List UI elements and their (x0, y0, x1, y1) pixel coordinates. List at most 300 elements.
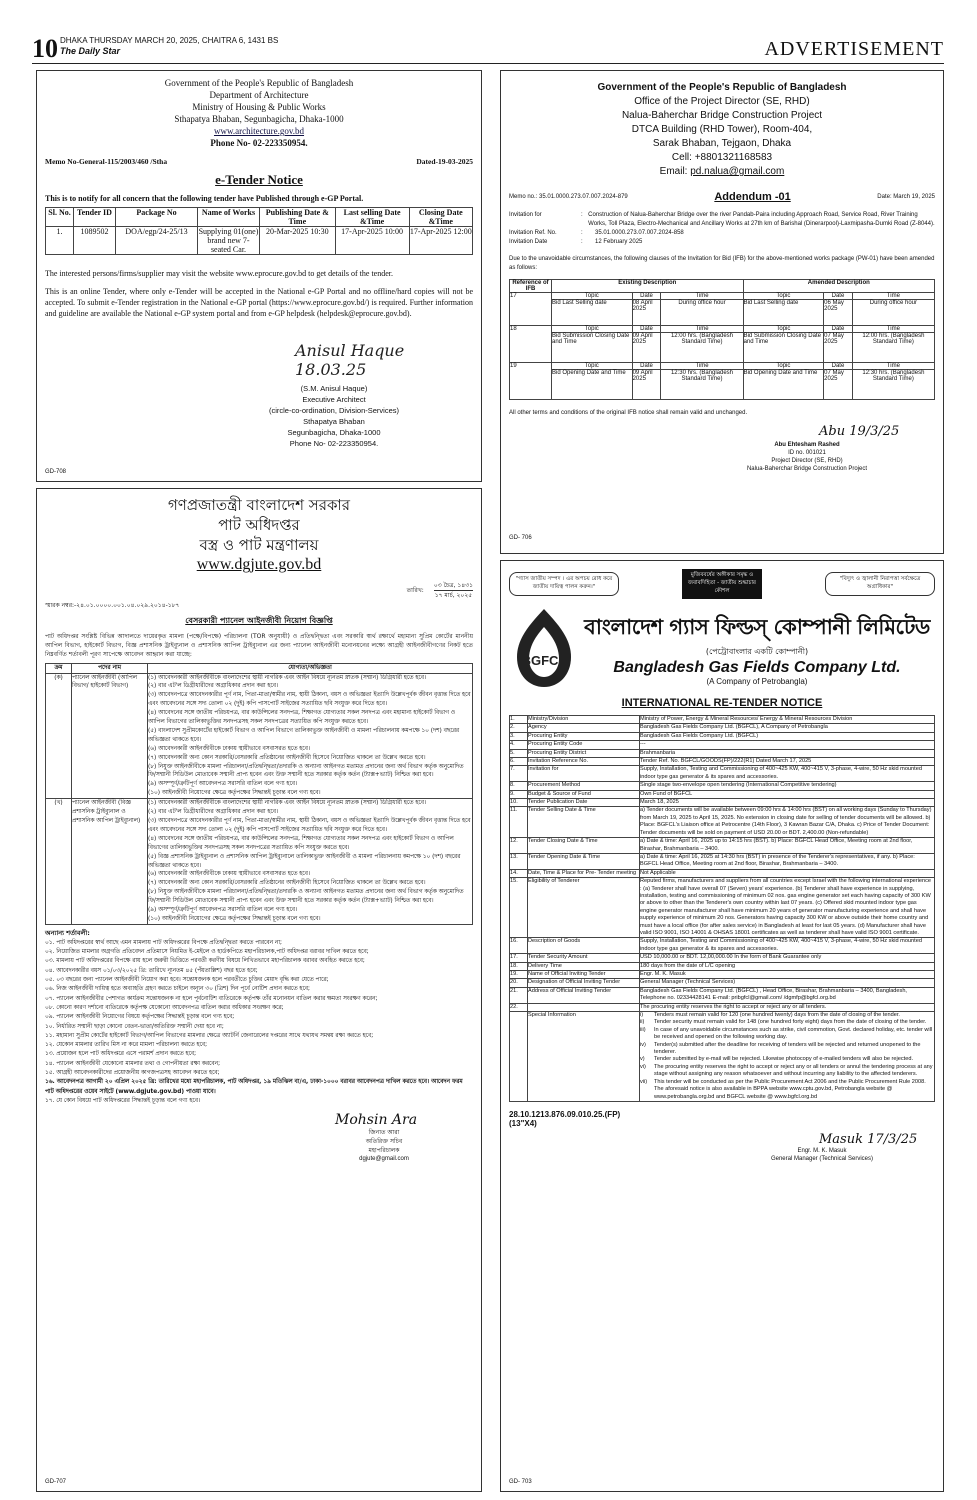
row-number: 4. (510, 741, 528, 749)
list-item: ০৬. নিজ আইনজীবী দায়িত্ব হতে অব্যাহতি গ্রহণ করতে চাইলে অন্যূন ৩০ (ত্রিশ) দিন পূর্বে নোটিশ প্রদান করতে হবে; (45, 986, 310, 993)
list-item: (৬) আবেদনকারী আইনজীবীকে ঢাকায় স্থায়ীভাবে বসবাসরত হতে হবে। (148, 745, 310, 752)
slogan: মুজিববর্ষের অঙ্গীকার সমৃদ্ধ ও জবাবদিহিতা - জাতীয় শুদ্ধাচার কৌশল (682, 569, 762, 599)
table-row (510, 749, 935, 757)
item-number: ii) (640, 1019, 645, 1026)
ad3-header-line: পাট অধিদপ্তর (218, 516, 300, 534)
ad1-header-line: Government of the People's Republic of Bangladesh (164, 78, 354, 88)
section-title: ADVERTISEMENT (764, 38, 944, 60)
row-number: 8. (510, 782, 528, 790)
row-label: Address of Official Inviting Tender (528, 987, 640, 1003)
table-row (510, 724, 935, 732)
sub-header: Time (661, 293, 743, 300)
row-label: Budget & Source of Fund (528, 790, 640, 798)
ad1-signature: Anisul Haque 18.03.25 (295, 341, 405, 379)
th-qualification: যোগ্যতা/অভিজ্ঞতা (148, 663, 473, 673)
row-number: 9. (510, 790, 528, 798)
signatory-line: Phone No- 02-223350954. (289, 439, 379, 448)
th-tender-id: Tender ID (74, 208, 116, 227)
th-post: পদের নাম (72, 663, 148, 673)
ref-cell: 17 (510, 293, 552, 326)
item-text: In case of any unavoidable circumstances such as strike, civil commotion, Govt. declared holiday, etc. tender will be received and opened on the following working day. (654, 1026, 933, 1041)
th-selling: Last selling Date &Time (335, 208, 409, 227)
ad1-para2: This is an online Tender, where only e-Tender will be accepted in the National e-GP Portal and no offline/hard copies will not be accepted. To submit e-Tender registration in the National e-GP portal (https://www.eprocure.gov.bd/) is required. Further information and guideline are available the National e-GP system portal and from e-GP helpdesk (helpdesk@eprocure.gov.bd). (45, 287, 473, 318)
ad2-header (509, 81, 935, 179)
info-value: 12 February 2025 (595, 239, 643, 245)
ad-architecture (36, 70, 482, 482)
row-number: 15. (510, 878, 528, 938)
ad-jute-department (36, 488, 482, 1492)
paper-logo: The Daily Star (60, 46, 121, 56)
table-row (510, 807, 935, 838)
cell: 1089502 (74, 227, 116, 255)
masthead (32, 34, 944, 64)
date-en: ১৭ মার্চ, ২০২৫ (434, 592, 473, 599)
ad1-tender-table (45, 207, 473, 255)
ad-rhd-addendum (500, 70, 944, 554)
ad2-header-line: Nalua-Baherchar Bridge Construction Project (621, 110, 823, 121)
cell: Bid Submission Closing Date and Time (552, 333, 633, 363)
ad4-slogans (509, 569, 935, 599)
row-label: Agency (528, 724, 640, 732)
row-value: a) Tender documents will be available between 09:00 hrs & 14:00 hrs (BST) on all working days (Sunday to Thursday) from March 19, 2025 to April 15, 2025. No extension in closing date for selling of tender documents will be allowed. b) Place: BGFCL's Liaison office at Petrocentre (14th Floor), 3 Kawran Bazar C/A, Dhaka. c) Price of Tender Document: Tender documents will be sold on payment of USD 20.00 or BDT. 2,400.00 (Non-refundable) (640, 807, 935, 838)
email-label: Email: (659, 166, 691, 177)
table-row (46, 799, 473, 925)
ad1-gd-code: GD-708 (45, 469, 67, 475)
logo-text: BGFCL (521, 653, 567, 668)
list-item: ১৪. প্যানেল আইনজীবী যেকোনো মামলার তথ্য ও গোপনীয়তা রক্ষা করবেন; (45, 1060, 221, 1067)
ad3-signatory (295, 1128, 473, 1164)
cell: Bid Opening Date and Time (552, 370, 633, 400)
list-item (640, 1042, 934, 1057)
row-number: 1. (510, 716, 528, 724)
row-number: 11. (510, 807, 528, 838)
table-row (46, 227, 473, 255)
list-item: ০৭. প্যানেল আইনজীবীর পেশাগত কার্যক্রম সন্তোষজনক না হলে পূর্বনোটিশ ব্যতিরেকে কর্তৃপক্ষ তাঁর মনোনয়ন বাতিল করার ক্ষমতা সংরক্ষণ করেন; (45, 995, 378, 1002)
company-subtitle-en: (A Company of Petrobangla) (706, 676, 808, 686)
sub-header: Topic (552, 363, 633, 370)
row-label: Tender Opening Date & Time (528, 853, 640, 869)
list-item: ০৯. প্যানেল আইনজীবী নিয়োগের বিষয়ে কর্তৃপক্ষের সিদ্ধান্তই চূড়ান্ত বলে গণ্য হবে; (45, 1014, 235, 1021)
cell: 09 April 2025 (632, 370, 661, 400)
table-row (510, 869, 935, 877)
row-number: 17. (510, 954, 528, 962)
ad3-conditions (45, 939, 473, 1106)
ad2-header-line: Office of the Project Director (SE, RHD) (634, 96, 810, 107)
ad3-conditions-title: অন্যান্য শর্তাবলী: (45, 928, 90, 937)
row-label: Procuring Entity (528, 732, 640, 740)
list-item: (৯) অসম্পূর্ণ/ত্রুটিপূর্ণ আবেদনপত্র সরাসরি বাতিল বলে গণ্য হবে। (148, 781, 298, 788)
signatory-line: Executive Architect (302, 395, 366, 404)
item-number: i) (640, 1012, 644, 1019)
signatory-line: মহাপরিচালক (368, 1147, 400, 1155)
list-item: (২) বার এট'ল ডিগ্রীধারীদের অগ্রাধিকার প্রদান করা হবে। (148, 809, 279, 816)
list-item: (৫) বিজ্ঞ প্রশাসনিক ট্রাইব্যুনাল ও প্রশাসনিক আপিল ট্রাইব্যুনালে তালিকাভুক্ত আইনজীবী ও মামলা পরিচালনায় কমপক্ষে ১০ (দশ) বছরের অভিজ্ঞতা থাকতে হবে। (148, 853, 461, 869)
row-label: Name of Official Inviting Tender (528, 971, 640, 979)
row-label: Date, Time & Place for Pre- Tender meeting (528, 869, 640, 877)
row-label: Eligibility of Tenderer (528, 878, 640, 938)
ad1-memo: Memo No-General-115/2003/460 /Stha (45, 157, 168, 166)
ad3-gd-code: GD-707 (45, 1479, 67, 1485)
ad1-para1: The interested persons/firms/supplier may visit the website www.eprocure.gov.bd to get details of the tender. (45, 269, 393, 278)
item-text: The procuring entity reserves the right to accept or reject any or all tenders or annul the tendering process at any stage without assigning any reason whatsoever and without incurring any liability to the affected tenderers. (654, 1063, 933, 1078)
ad3-signature: Mohsin Ara (335, 1112, 418, 1129)
item-text: Tender submitted by e-mail will be rejected. Likewise photocopy of e-mailed tenders will also be rejected. (654, 1056, 913, 1063)
row-label: Description of Goods (528, 938, 640, 954)
cell: Bid Submission Closing Date and Time (743, 333, 824, 363)
th-sl: Sl. No. (46, 208, 74, 227)
ad2-info-row: Invitation Date : 12 February 2025 (509, 239, 643, 245)
row-number: 22. (510, 1003, 528, 1011)
company-subtitle-bn: (পেট্রোবাংলার একটি কোম্পানী) (705, 646, 809, 656)
row-label: Tender Selling Date & Time (528, 807, 640, 838)
row-value: a) Date & time: April 16, 2025 at 14:30 hrs (BST) in presence of the Tenderer's representatives, if any. b) Place: BGFCL Head Office, Meeting room at 2nd floor, Birashar, Brahmanbaria – 3400. (640, 853, 935, 869)
special-info-label: Special Information (528, 1012, 640, 1102)
special-info-list (640, 1012, 935, 1102)
row-label: Ministry/Division (528, 716, 640, 724)
sub-header: Topic (552, 293, 633, 300)
list-item: ০৫. ০৩ বছরের জন্য প্যানেল আইনজীবী নিয়োগ করা হবে। সন্তোষজনক হলে পরবর্তীতে চুক্তির মেয়াদ বৃদ্ধি করা যেতে পারে; (45, 977, 329, 984)
list-item: ০৩. মামলায় পাট অধিদপ্তরের বিপক্ষে রায় হলে জরুরী ভিত্তিতে পরবর্তী করণীয় বিষয়ে লিখিতভাবে মহাপরিচালক বরাবর অবহিত করতে হবে; (45, 958, 365, 965)
row-value: Supply, Installation, Testing and Commissioning of 400~425 KW, 400~415 V, 3-phase, 4-wire, 50 Hz skid mounted indoor type gas generator & its spares and accessories. (640, 766, 935, 782)
date-values (434, 581, 473, 600)
cell: 07 May 2025 (824, 370, 853, 400)
signatory-email: dgjute@gmail.com (359, 1156, 409, 1163)
th-sl: ক্রম (46, 663, 72, 673)
signatory-line: (circle-co-ordination, Division-Services) (268, 406, 400, 415)
ad1-header (45, 77, 473, 149)
ad3-date-block (45, 581, 473, 600)
list-item: (৭) আবেদনকারী অন্য কোন সরকারি/বেসরকারি প্রতিষ্ঠানের আইনজীবী হিসেবে নিয়োজিত থাকলে তা উল্লেখ করতে হবে। (148, 754, 426, 761)
cell: During office hour (661, 300, 743, 326)
ad4-gd-code: GD- 703 (509, 1479, 532, 1485)
slogan: "বিদ্যুৎ ও জ্বালানী নিরাপত্তা সর্বক্ষেত্রে অগ্রাধিকার" (825, 572, 935, 596)
list-item: (৪) আবেদনের সঙ্গে জাতীয় পরিচয়পত্র, বার কাউন্সিলের সনদপত্র, শিক্ষাগত যোগ্যতার সকল সনদপত্র এবং মহামান্য হাইকোর্ট বিভাগ ও আপিল বিভাগের তালিকাভুক্তির সনদপত্রসহ সকল সনদপত্রের সত্যায়িত কপি সংযুক্ত করতে হবে। (148, 710, 455, 726)
ad1-website-link[interactable]: www.architecture.gov.bd (213, 126, 305, 136)
th-ref: Reference of IFB (510, 280, 552, 293)
ref-cell: 18 (510, 326, 552, 363)
row-label: Tender Closing Date & Time (528, 838, 640, 854)
item-number: iii) (640, 1026, 646, 1033)
table-header-row (46, 208, 473, 227)
cell: 17-Apr-2025 12:00 (409, 227, 472, 255)
row-label: Procuring Entity District (528, 749, 640, 757)
cell: Bid Last Selling date (552, 300, 633, 326)
ad2-header-line: Government of the People's Republic of Bangladesh (597, 82, 847, 93)
table-row (510, 732, 935, 740)
table-row (510, 766, 935, 782)
ad4-signatory (709, 1147, 935, 1163)
table-row (46, 673, 473, 799)
row-label: Invitation for (528, 766, 640, 782)
company-name-en: Bangladesh Gas Fields Company Ltd. (613, 658, 901, 676)
sub-header: Date (632, 326, 661, 333)
list-item: (৭) আবেদনকারী অন্য কোন সরকারি/বেসরকারি প্রতিষ্ঠানের আইনজীবী হিসেবে নিয়োজিত থাকলে তা উল্লেখ করতে হবে। (148, 880, 426, 887)
row-label: Invitation Reference No. (528, 758, 640, 766)
ad2-memo-row (509, 191, 935, 203)
ad2-info (509, 211, 935, 247)
th-package: Package No (116, 208, 198, 227)
cell: Supplying 01(one) brand new 7- seated Car. (198, 227, 259, 254)
row-label: Tender Publication Date (528, 799, 640, 807)
row-number: 19. (510, 971, 528, 979)
cell: 20-Mar-2025 10:30 (260, 227, 336, 255)
row-number: 7. (510, 766, 528, 782)
ad4-company-header (509, 605, 935, 691)
list-item: ১৩. প্রয়োজন হলে পাট অধিদপ্তরে এসে পরামর্শ প্রদান করতে হবে; (45, 1051, 197, 1058)
ad1-phone: Phone No- 02-223350954. (210, 138, 308, 148)
item-text: The aforesaid notice is also available in BPPA website www.cptu.gov.bd, Petrobangla website @ www.petrobangla.org.bd and BGFCL website @ www.bgfcl.org.bd (654, 1086, 893, 1100)
row-number: 3. (510, 732, 528, 740)
list-item: (৮) নিযুক্ত আইনজীবীকে মামলা পরিচালনা/প্রতিদ্বন্দ্বিতা/তদারকি ও অন্যান্য আইনগত মতামত প্রদানের জন্য অর্থ বিভাগ কর্তৃক অনুমোদিত ফি/সম্মানী সিডিউল মোতাবেক সম্মানী প্রাপ্য হবেন এবং উক্ত সম্মানী হতে সরকার কর্তৃক কর্তন (ট্যাক্স+ভ্যাট) নিশ্চিত করা হবে। (148, 763, 464, 779)
masthead-info (60, 36, 278, 56)
ad2-header-line: DTCA Building (RHD Tower), Room-404, (631, 124, 813, 135)
row-number: 18. (510, 962, 528, 970)
ad2-date: Date: March 19, 2025 (877, 194, 935, 200)
ad2-email-line (509, 165, 935, 179)
ad1-dated: Dated-19-03-2025 (416, 157, 473, 166)
item-number (640, 1086, 654, 1101)
row-number: 2. (510, 724, 528, 732)
signatory-line: General Manager (Technical Services) (770, 1155, 874, 1162)
row-number: 6. (510, 758, 528, 766)
cell: 17-Apr-2025 10:00 (335, 227, 409, 255)
row-value: Own Fund of BGFCL (640, 790, 935, 798)
list-item: ১১. মহামান্য সুপ্রীম কোর্টের হাইকোর্ট বিভাগ/আপিল বিভাগের মামলার ক্ষেত্রে অ্যাটর্নি জেনারেলের দপ্তরের সাথে যথাযথ সমন্বয় রক্ষা করতে হবে; (45, 1032, 374, 1039)
row-value: Supply, Installation, Testing and Commissioning of 400~425 KW, 400~415 V, 3-phase, 4-wire, 50 Hz skid mounted indoor type gas generator & its spares and accessories. (640, 938, 935, 954)
row-value: USD 10,000.00 or BDT. 12,00,000.00 In the form of Bank Guarantee only (640, 954, 935, 962)
list-item: (৫) বাংলাদেশ সুপ্রীমকোর্টের হাইকোর্ট বিভাগ ও আপিল বিভাগে তালিকাভুক্ত আইনজীবী ও মামলা পরিচালনায় কমপক্ষে ১০ (দশ) বছরের অভিজ্ঞতা থাকতে হবে। (148, 727, 460, 743)
row-label: Designation of Official Inviting Tender (528, 979, 640, 987)
th-closing: Closing Date &Time (409, 208, 472, 227)
item-text: Tender(s) submitted after the deadline for receiving of tenders will be rejected and returned unopened to the tenderer. (654, 1041, 921, 1056)
bgfcl-logo-icon (509, 605, 579, 691)
sub-header: Topic (743, 326, 824, 333)
info-value: 35.01.0000.273.07.007.2024-858 (595, 230, 684, 236)
row-value: Not Applicable (640, 869, 935, 877)
list-item: (৪) আবেদনের সঙ্গে জাতীয় পরিচয়পত্র, বার কাউন্সিলের সনদপত্র, শিক্ষাগত যোগ্যতার সকল সনদপত্র এবং হাইকোর্ট বিভাগ ও আপিল বিভাগের তালিকাভুক্তির সনদপত্রসহ সকল সনদপত্রের সত্যায়িত কপি সংযুক্ত করতে হবে। (148, 835, 454, 851)
qualification-list (148, 673, 473, 799)
signatory-name: Engr. M. K. Masuk (797, 1147, 847, 1154)
table-row (510, 878, 935, 938)
list-item: ১০. নির্ধারিত সম্মানী ছাড়া কোনো বেতন-ভাতা/অতিরিক্ত সম্মানী দেয়া হবে না; (45, 1023, 224, 1030)
list-item (640, 1064, 934, 1079)
date-bn: ০৩ চৈত্র, ১৪৩১ (433, 582, 473, 589)
list-item (640, 1086, 934, 1101)
row-value: Single stage two-envelope open tendering (International Competitive tendering) (640, 782, 935, 790)
slogan: "গ্যাস জাতীয় সম্পদ । এর অপচয় রোধ করে জাতীয় দায়িত্ব পালন করুন।" (509, 572, 619, 596)
list-item: (১) আবেদনকারী আইনজীবীকে বাংলাদেশের স্থায়ী নাগরিক এবং আইন বিষয়ে ন্যূনতম স্নাতক (সম্মান) ডিগ্রিধারী হতে হবে। (148, 800, 427, 807)
list-item: (৩) আবেদনপত্রে আবেদনকারীর পূর্ণ নাম, পিতা-মাতা/স্বামীর নাম, স্থায়ী ঠিকানা, বয়স ও অভিজ্ঞতা ইত্যাদি উল্লেখপূর্বক জীবন বৃত্তান্ত দিতে হবে এবং আবেদনের সঙ্গে সদ্য তোলা ০২ (দুই) কপি পাসপোর্ট সাইজের সত্যায়িত ছবি সংযুক্ত করে দিতে হবে। (148, 818, 471, 833)
cell: 06 May 2025 (824, 300, 853, 326)
ad1-header-line: Department of Architecture (209, 90, 309, 100)
company-name-block (579, 611, 935, 686)
th-existing: Existing Description (552, 280, 744, 293)
table-row (510, 838, 935, 854)
cell: 09 April 2025 (632, 333, 661, 363)
row-value: 180 days from the date of L/C opening (640, 962, 935, 970)
sub-header: Date (632, 293, 661, 300)
row-label: Delivery Time (528, 962, 640, 970)
ad4-ref-code: 28.10.1213.876.09.010.25.(FP) (509, 1109, 621, 1119)
list-item: (৬) আবেদনকারী আইনজীবীকে ঢাকায় স্থায়ীভাবে বসবাসরত হতে হবে। (148, 871, 310, 878)
ad2-title: Addendum -01 (714, 191, 791, 203)
item-text: Tenders must remain valid for 120 (one hundred twenty) days from the date of closing of the tender. (654, 1012, 900, 1019)
ad2-signatory (679, 441, 935, 473)
table-row (510, 954, 935, 962)
table-row (510, 758, 935, 766)
info-value: Construction of Nalua-Baherchar Bridge over the river Pandab-Paira including Approach Road, Service Road, River Training Works, Toll Plaza, Electro-Mechanical and Ancillary Works at 27th km of Barishal (Dinerarpool)-Laxmipasha-Dumki Road (Z-8044). (588, 212, 935, 227)
cell: 07 May 2025 (824, 333, 853, 363)
sub-header: Topic (743, 293, 824, 300)
table-row (510, 333, 935, 363)
list-item: ০২. নিয়োজিত মামলার অগ্রগতি প্রতিবেদন প্রতিমাসে নিয়মিত ই-মেইলে ও হার্ডকপিতে মহাপরিচালক,পাট অধিদপ্তর বরাবর দাখিল করতে হবে; (45, 949, 369, 956)
item-number: v) (640, 1056, 645, 1063)
list-item: (১) আবেদনকারী আইনজীবীকে বাংলাদেশের স্থায়ী নাগরিক এবং আইন বিষয়ে ন্যূনতম স্নাতক (সম্মান) ডিগ্রিধারী হতে হবে। (148, 674, 427, 681)
th-amended: Amended Description (743, 280, 934, 293)
list-item (640, 1012, 934, 1019)
ad3-intro: পাট অধিদপ্তর সংশ্লিষ্ট বিভিন্ন আদালতে দায়েরকৃত মামলা (পক্ষে/বিপক্ষে) পরিচালনা (TOR অনুযায়ী) ও প্রতিদ্বন্দ্বিতা এবং সরকারি স্বার্থ রক্ষার্থে মহামান্য সুপ্রিম কোর্টের মাননীয় আপিল বিভাগ, হাইকোর্ট বিভাগ, বিজ্ঞ প্রশাসনিক ট্রাইব্যুনাল ও প্রশাসনিক আপিল ট্রাইব্যুনাল এর জন্য প্যানেল আইনজীবী মনোনয়নের লক্ষ্যে আগ্রহী আইনজীবীগণের নিকট হতে নিম্নবর্ণিত শর্তাবলী পূরণ সাপেক্ষে আবেদন আহ্বান করা যাচ্ছে: (45, 633, 473, 659)
ad2-memo: Memo no.: 35.01.0000.273.07.007.2024-879 (509, 194, 628, 200)
row-label (528, 1003, 640, 1011)
cell: প্যানেল আইনজীবী (বিজ্ঞ প্রশাসনিক ট্রাইব্যুনাল ও প্রশাসনিক আপিল ট্রাইব্যুনাল) (72, 799, 148, 925)
row-value: General Manager (Technical Services) (640, 979, 935, 987)
signatory-line: Sthapatya Bhaban (303, 417, 365, 426)
row-value: a) Date & time: April 16, 2025 up to 14:15 hrs (BST). b) Place: BGFCL Head Office, Meeting room at 2nd floor, Birashar, Brahmanbaria – 3400. (640, 838, 935, 854)
sub-header: Date (824, 363, 853, 370)
list-item (640, 1056, 934, 1063)
sub-header: Time (661, 363, 743, 370)
sub-header: Time (852, 326, 934, 333)
cell: 12:00 hrs. (Bangladesh Standard Time) (852, 333, 934, 363)
cell: (ক) (46, 673, 72, 799)
cell: During office hour (852, 300, 934, 326)
company-name-bn: বাংলাদেশ গ্যাস ফিল্ডস্ কোম্পানী লিমিটেড (584, 614, 930, 639)
row-value: Tender Ref. No. BGFCL/GOODS(FP)/222(R1) Dated March 17, 2025 (640, 758, 935, 766)
list-item: ১২. যেকোন মামলার তারিখ মিস না করে মামলা পরিচালনা করতে হবে; (45, 1042, 208, 1049)
row-value: Engr. M. K. Masuk (640, 971, 935, 979)
cell: Bid Last Selling date (743, 300, 824, 326)
table-row (510, 716, 935, 724)
ad2-gd-code: GD- 706 (509, 535, 532, 541)
cell: 12:30 hrs. (Bangladesh Standard Time) (852, 370, 934, 400)
ad4-title: INTERNATIONAL RE-TENDER NOTICE (621, 697, 823, 709)
sub-header: Date (824, 326, 853, 333)
ad3-title: বেসরকারী প্যানেল আইনজীবী নিয়োগ বিজ্ঞপ্তি (185, 616, 333, 625)
ad1-header-line: Sthapatya Bhaban, Segunbagicha, Dhaka-1000 (174, 114, 344, 124)
cell: DOA/egp/24-25/13 (116, 227, 198, 255)
row-value: Bangladesh Gas Fields Company Ltd. (BGFCL), A Company of Petrobangla (640, 724, 935, 732)
date-line: DHAKA THURSDAY MARCH 20, 2025, CHAITRA 6, 1431 BS (60, 36, 279, 45)
qualification-list (148, 799, 473, 925)
ad2-intro: Due to the unavoidable circumstances, the following clauses of the Invitation for Bid (IFB) for the above-mentioned works package (PW-01) have been amended as follows: (509, 256, 935, 271)
ad1-intro: This is to notify for all concern that the following tender have Published through e-GP Portal. (45, 194, 364, 203)
ad3-website-link[interactable]: www.dgjute.gov.bd (196, 556, 322, 573)
row-value: Bangladesh Gas Fields Company Ltd. (BGFCL) (640, 732, 935, 740)
row-number: 14. (510, 869, 528, 877)
row-value: Ministry of Power, Energy & Mineral Resources/ Energy & Mineral Resources Division (640, 716, 935, 724)
row-label: Procuring Entity Code (528, 741, 640, 749)
list-item: (৯) অসম্পূর্ণ/ত্রুটিপূর্ণ আবেদনপত্র সরাসরি বাতিল বলে গণ্য হবে। (148, 907, 298, 914)
list-item (640, 1027, 934, 1042)
row-label: Procurement Method (528, 782, 640, 790)
list-item: ১৫. আগ্রহী আবেদনকারীদের প্রয়োজনীয় কাগজপত্রসহ আবেদন করতে হবে; (45, 1070, 220, 1077)
ad3-header-line: বস্ত্র ও পাট মন্ত্রণালয় (199, 536, 319, 554)
table-row (510, 938, 935, 954)
table-row (510, 971, 935, 979)
th-works: Name of Works (198, 208, 260, 227)
sub-header: Topic (743, 363, 824, 370)
ad4-signature: Masuk 17/3/25 (819, 1131, 918, 1147)
table-row (510, 370, 935, 400)
signatory-line: Nalua-Baherchar Bridge Construction Project (746, 466, 868, 472)
list-item: ০৮. কোনো কারণ দর্শানো ব্যতিরেকে কর্তৃপক্ষ যেকোনো আবেদনপত্র বাতিল করার অধিকার সংরক্ষণ করে; (45, 1004, 284, 1011)
row-number: 16. (510, 938, 528, 954)
ad3-header (45, 495, 473, 575)
row-number: 5. (510, 749, 528, 757)
table-row (510, 979, 935, 987)
row-number: 13. (510, 853, 528, 869)
signatory-name: Abu Ehtesham Rashed (774, 442, 840, 448)
item-number: vii) (640, 1078, 648, 1085)
ad1-header-line: Ministry of Housing & Public Works (192, 102, 326, 112)
sub-header: Time (661, 326, 743, 333)
signatory-line: Segunbagicha, Dhaka-1000 (287, 428, 381, 437)
info-label: Invitation for (509, 212, 542, 218)
sub-header: Date (632, 363, 661, 370)
item-text: Tender security must remain valid for 148 (one hundred forty eight) days from the date of closing of the tender. (654, 1019, 927, 1026)
table-row (510, 1003, 935, 1011)
ad2-info-row: Invitation Ref. No. : 35.01.0000.273.07.007.2024-858 (509, 230, 684, 236)
ad3-eligibility-table (45, 663, 473, 925)
table-row (510, 962, 935, 970)
sub-header: Date (824, 293, 853, 300)
signatory-name: জিনাত আরা (368, 1129, 400, 1137)
table-row (510, 790, 935, 798)
item-number: iv) (640, 1041, 646, 1048)
ad4-size: (13"X4) (509, 1118, 537, 1128)
cell: প্যানেল আইনজীবী (আপিল বিভাগ/ হাইকোর্ট বিভাগ) (72, 673, 148, 799)
ad1-memo-row (45, 157, 473, 166)
row-number: 20. (510, 979, 528, 987)
ad2-info-row: Invitation for : Construction of Nalua-Baherchar Bridge over the river Pandab-Paira including Approach Road, Service Road, River Training Works, Toll Plaza, Electro-Mechanical and Ancillary Works at 27th km of Barishal (Dinerarpool)-Laxmipasha-Dumki Road (Z-8044). (509, 212, 935, 227)
list-item: (১০) আইনজীবী নিয়োগের ক্ষেত্রে কর্তৃপক্ষের সিদ্ধান্তই চূড়ান্ত বলে গণ্য হবে। (148, 915, 321, 922)
signatory-name: (S.M. Anisul Haque) (300, 384, 368, 393)
signatory-line: ID no. 001021 (788, 450, 826, 456)
list-item: (৩) আবেদনপত্রে আবেদনকারীর পূর্ণ নাম, পিতা-মাতা/স্বামীর নাম, স্থায়ী ঠিকানা, বয়স ও অভিজ্ঞতা ইত্যাদি উল্লেখপূর্বক জীবন বৃত্তান্ত দিতে হবে এবং আবেদনের সঙ্গে সদ্য তোলা ০২ (দুই) কপি পাসপোর্ট সাইজের সত্যায়িত ছবি সংযুক্ত করে দিতে হবে। (148, 692, 471, 708)
row-number: 10. (510, 799, 528, 807)
item-number: vi) (640, 1063, 646, 1070)
signatory-line: Project Director (SE, RHD) (771, 458, 843, 464)
list-item (640, 1079, 934, 1086)
list-item (640, 1019, 934, 1026)
cell: 12:00 hrs. (Bangladesh Standard Time) (661, 333, 743, 363)
cell: 1. (46, 227, 74, 255)
info-label: Invitation Ref. No. (509, 230, 557, 236)
row-number: 12. (510, 838, 528, 854)
list-item: ১৭. যে কোন বিষয়ে পাট অধিদপ্তরের সিদ্ধান্তই চূড়ান্ত বলে গণ্য হবে। (45, 1097, 200, 1104)
ad2-email-link[interactable]: pd.nalua@gmail.com (690, 166, 785, 177)
table-row (510, 741, 935, 749)
list-item: ০৪. আবেদনকারীর বয়স ০১/০৩/২০২৫ খ্রি: তারিখে ন্যূনতম ৪৫ (পঁয়তাল্লিশ) বছর হতে হবে; (45, 967, 258, 974)
special-info-row (510, 1012, 935, 1102)
ad4-tender-table (509, 715, 935, 1102)
list-item: (২) বার এট'ল ডিগ্রীধারীদের অগ্রাধিকার প্রদান করা হবে। (148, 683, 279, 690)
table-row (510, 853, 935, 869)
ad3-header-line: গণপ্রজাতন্ত্রী বাংলাদেশ সরকার (167, 496, 351, 514)
sub-header: Time (852, 363, 934, 370)
ad2-signature: Abu 19/3/25 (819, 424, 900, 439)
sub-header: Topic (552, 326, 633, 333)
